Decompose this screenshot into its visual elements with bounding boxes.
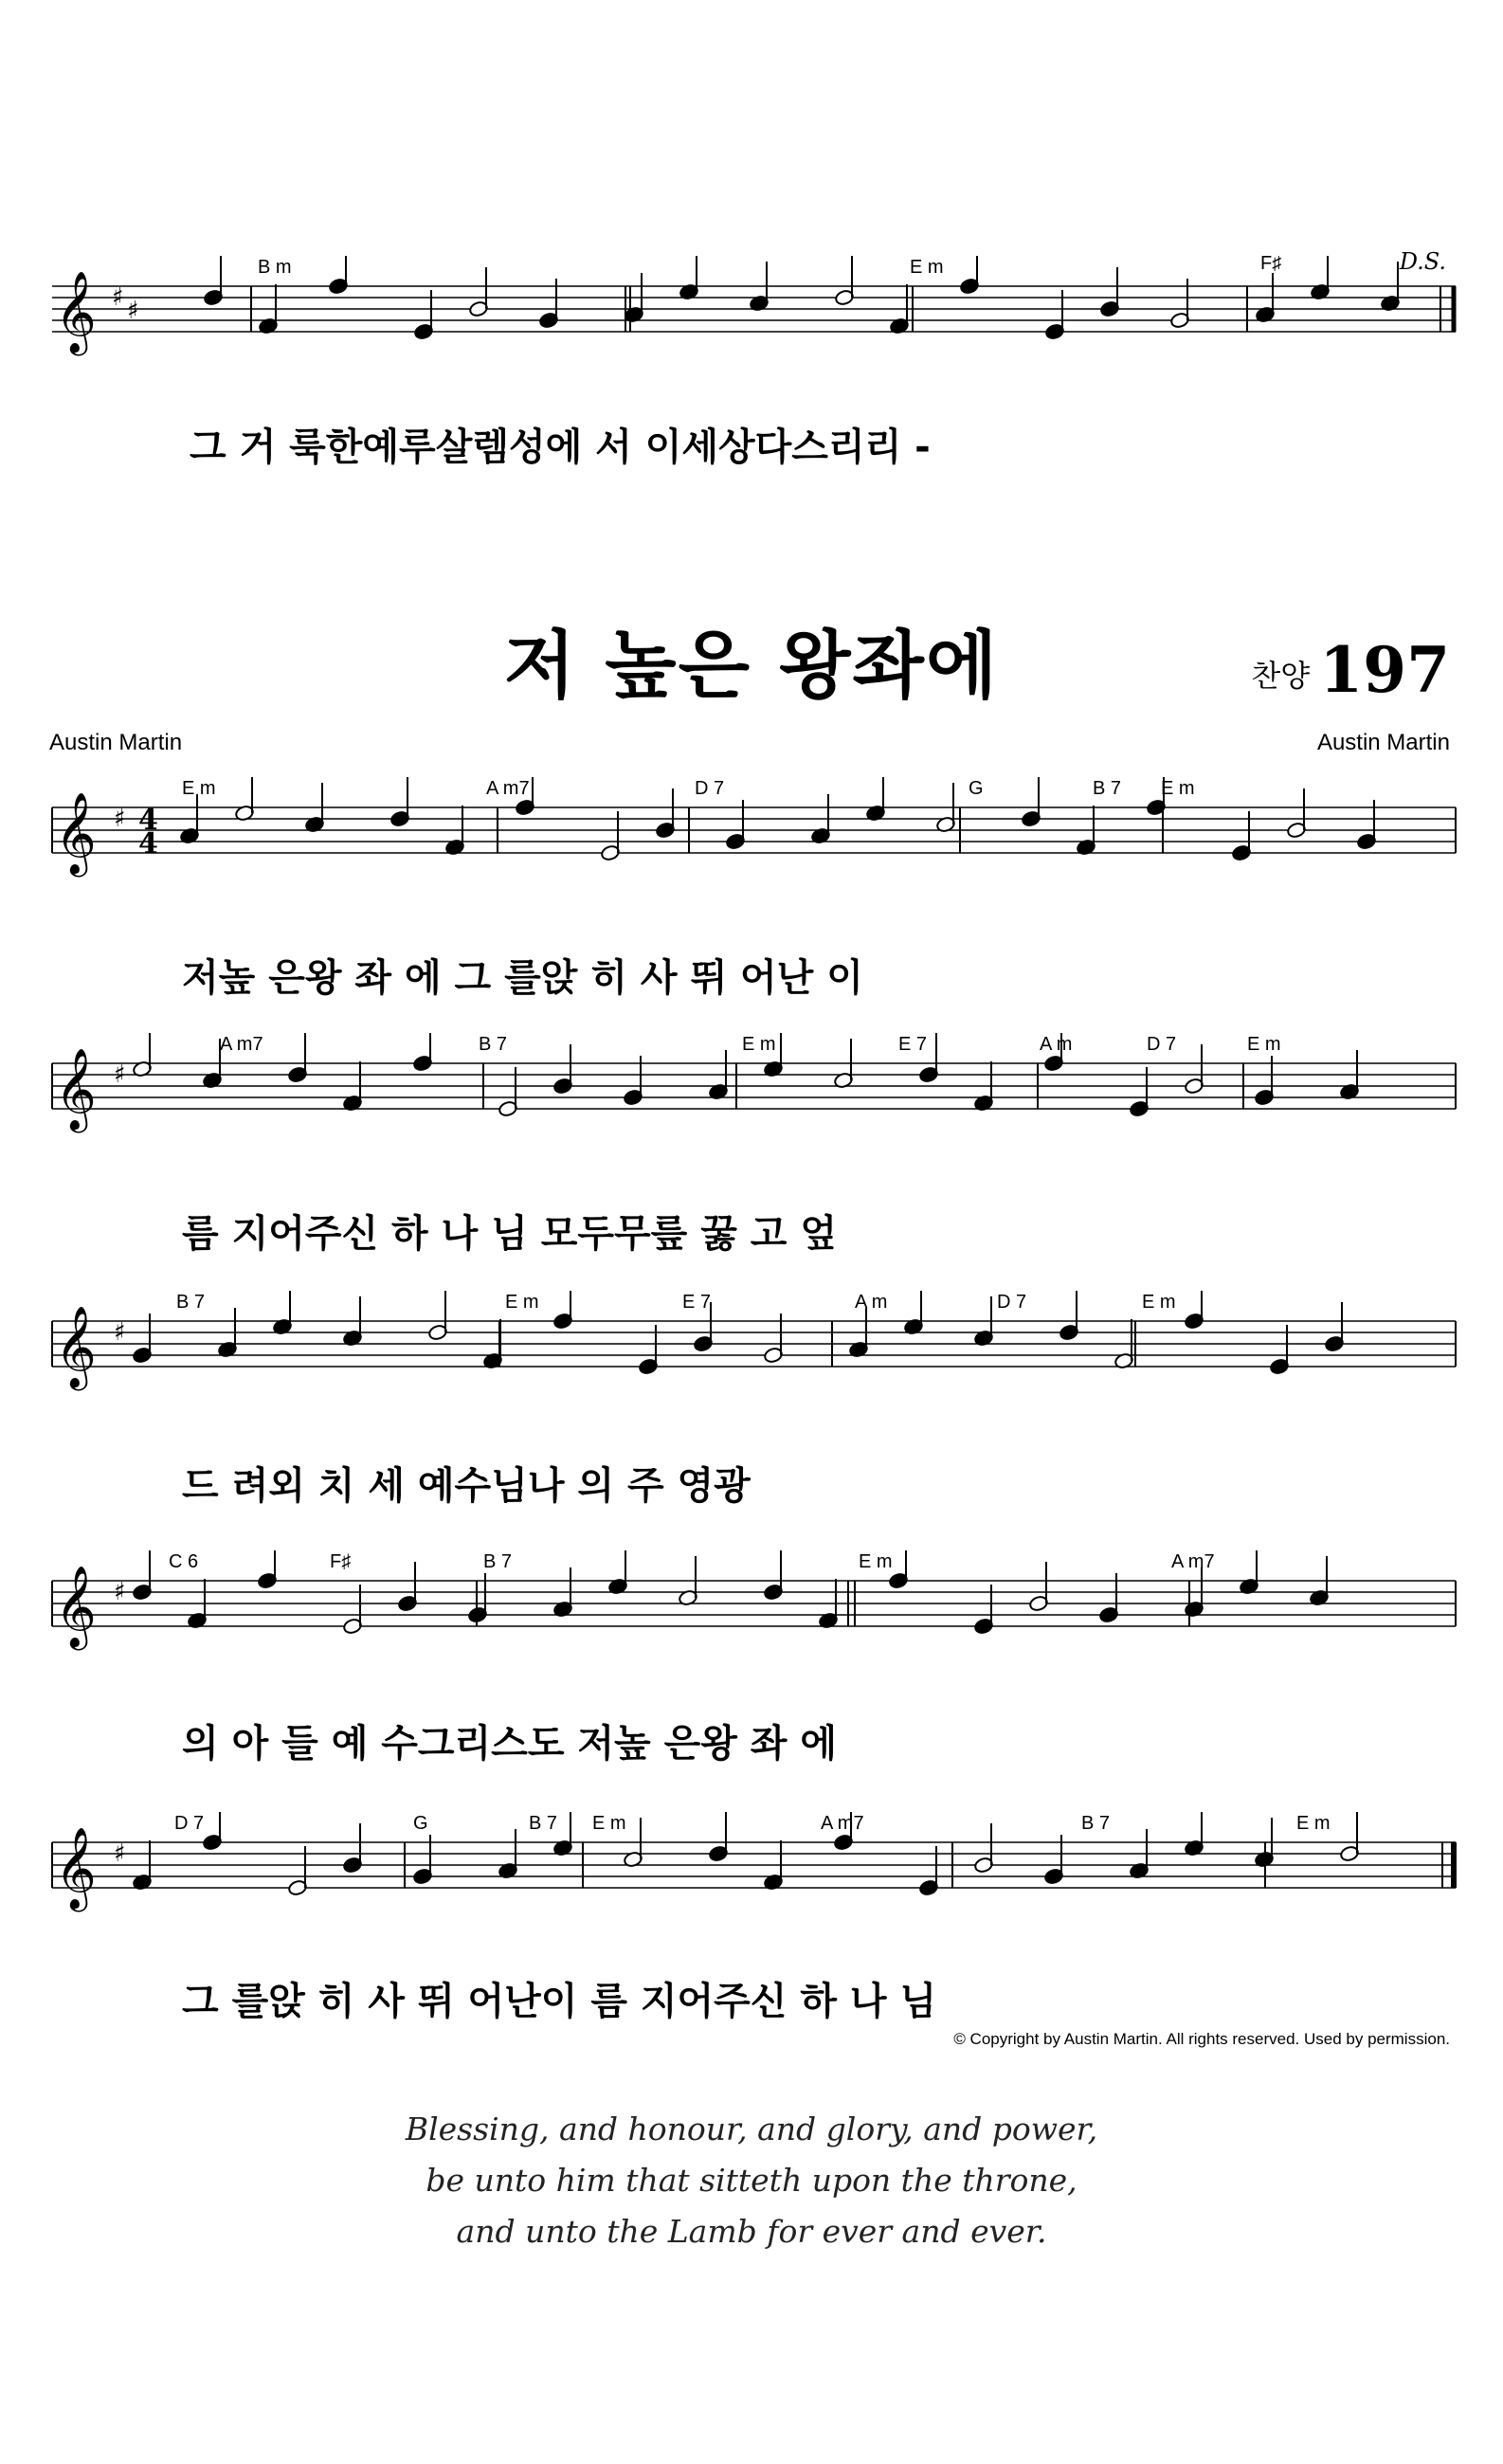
treble-clef-icon: 𝄞 (55, 1048, 97, 1130)
chord-label: D 7 (695, 778, 725, 799)
lyrics-line: 저높 은왕 좌 에 그 를앉 히 사 뛰 어난 이 (182, 956, 863, 1000)
staff-system (0, 1033, 1503, 1185)
lyrics-line: 의 아 들 예 수그리스도 저높 은왕 좌 에 (182, 1722, 838, 1766)
chord-label: A m (855, 1292, 888, 1313)
chord-label: E m (910, 257, 944, 278)
chord-label: A m7 (821, 1813, 864, 1834)
composer-credit: Austin Martin (1316, 730, 1450, 755)
time-signature: 4 (138, 827, 158, 861)
hymn-label: 찬양 (1251, 658, 1311, 694)
verse-line: Blessing, and honour, and glory, and power, (405, 2111, 1098, 2147)
hymn-number-value: 197 (1319, 633, 1450, 707)
chord-label: B 7 (529, 1813, 558, 1834)
chord-label: B 7 (483, 1551, 513, 1572)
chord-label: F♯ (1260, 256, 1282, 274)
staff-system (0, 1812, 1503, 1964)
chord-label: D 7 (174, 1813, 205, 1834)
svg-text:♯: ♯ (112, 283, 124, 312)
chord-label: B 7 (1081, 1813, 1111, 1834)
treble-clef-icon: 𝄞 (55, 271, 97, 353)
key-signature-sharp-icon: ♯ (114, 805, 126, 833)
chord-label: B 7 (479, 1034, 508, 1055)
staff-lines (52, 1842, 1456, 1888)
chord-label: E m (742, 1034, 776, 1055)
chord-label: E 7 (898, 1034, 928, 1055)
lyrics-line: 그 를앉 히 사 뛰 어난이 름 지어주신 하 나 님 (182, 1980, 937, 2023)
treble-clef-icon: 𝄞 (55, 792, 97, 874)
treble-clef-icon: 𝄞 (55, 1306, 97, 1387)
verse-line: and unto the Lamb for ever and ever. (456, 2213, 1047, 2250)
ds-marker: D.S. (1399, 248, 1446, 275)
lyrics-line: 드 려외 치 세 예수님나 의 주 영광 (182, 1464, 751, 1508)
chord-label: E m (592, 1813, 626, 1834)
time-signature: 4 (138, 804, 158, 837)
hymn-number (1251, 633, 1450, 707)
chord-label: E m (1296, 1813, 1331, 1834)
chord-label: E m (1161, 778, 1195, 799)
chord-label: E m (182, 778, 216, 799)
chord-label: B m (258, 257, 292, 278)
treble-clef-icon: 𝄞 (55, 1566, 97, 1647)
chord-label: B 7 (1093, 778, 1122, 799)
song-title: 저 높은 왕좌에 (503, 624, 1000, 709)
key-signature-sharp-icon: ♯ (114, 1839, 126, 1868)
key-signature-sharp-icon: ♯ (114, 1318, 126, 1347)
chord-label: G (969, 778, 984, 799)
staff-system (0, 777, 1503, 929)
copyright-notice: © Copyright by Austin Martin. All rights reserved. Used by permission. (953, 2030, 1450, 2048)
chord-label: D 7 (997, 1292, 1027, 1313)
staff-lines (52, 1063, 1456, 1109)
staff-system (0, 1550, 1503, 1702)
chord-label: E m (505, 1292, 539, 1313)
chord-label: A m7 (220, 1034, 263, 1055)
lyrics-line: 그 거 룩한예루살렘성에 서 이세상다스리리 - (190, 426, 931, 469)
svg-text:♯: ♯ (127, 297, 139, 325)
treble-clef-icon: 𝄞 (55, 1827, 97, 1909)
staff-prev-song (0, 256, 1503, 408)
chord-label: A m7 (1171, 1551, 1215, 1572)
chord-label: E m (1247, 1034, 1281, 1055)
chord-label: C 6 (169, 1551, 199, 1572)
key-signature-sharp-icon: ♯ (114, 1578, 126, 1606)
chord-label: A m (1040, 1034, 1073, 1055)
staff-system (0, 1291, 1503, 1442)
chord-label: E 7 (682, 1292, 712, 1313)
chord-label: A m7 (486, 778, 530, 799)
staff-lines (52, 1321, 1456, 1367)
chord-label: E m (1142, 1292, 1176, 1313)
chord-label: E m (859, 1551, 893, 1572)
verse-line: be unto him that sitteth upon the throne, (426, 2162, 1077, 2199)
chord-label: G (413, 1813, 428, 1834)
lyrics-line: 름 지어주신 하 나 님 모두무릎 꿇 고 엎 (182, 1212, 838, 1256)
scripture-verse (0, 2104, 1503, 2257)
chord-label: D 7 (1147, 1034, 1177, 1055)
chord-label: B 7 (176, 1292, 206, 1313)
key-signature-sharp-icon: ♯ (114, 1060, 126, 1089)
lyricist-credit: Austin Martin (49, 730, 183, 755)
chord-label: F♯ (330, 1551, 352, 1572)
